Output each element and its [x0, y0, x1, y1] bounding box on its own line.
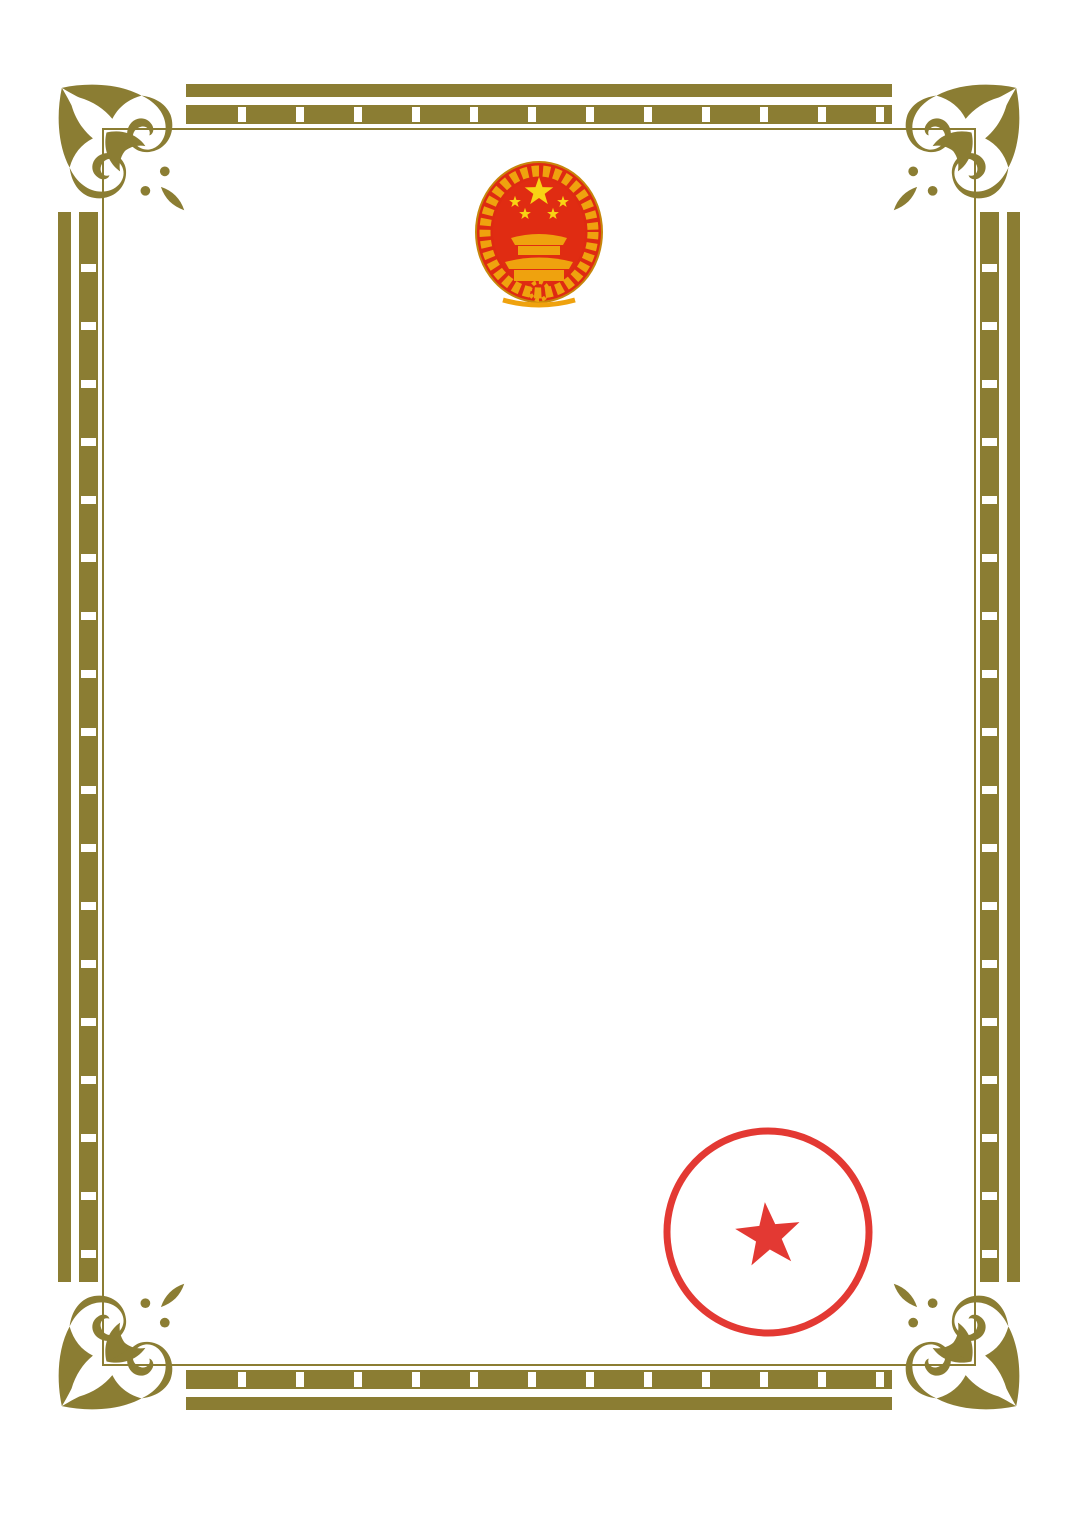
national-emblem-icon — [473, 158, 605, 308]
frame-bar-bottom — [186, 1397, 892, 1410]
field-qualification-grade — [155, 881, 935, 948]
frame-bricks-left — [79, 212, 98, 1282]
issuer-row — [565, 1198, 571, 1226]
field-legal-representative — [155, 681, 935, 748]
corner-ornament-icon — [886, 1276, 1022, 1412]
field-company-name — [155, 548, 935, 615]
certificate-number — [563, 444, 571, 476]
frame-bricks-right — [980, 212, 999, 1282]
qr-code — [150, 958, 365, 1178]
field-valid-until — [155, 814, 935, 881]
frame-bar-right — [1007, 212, 1020, 1282]
frame-bar-top — [186, 84, 892, 97]
field-credit-code — [155, 615, 935, 682]
frame-bar-left — [58, 212, 71, 1282]
issue-date-row — [565, 1254, 571, 1285]
corner-ornament-icon — [886, 82, 1022, 218]
official-seal — [636, 1100, 900, 1364]
corner-ornament-icon — [56, 1276, 192, 1412]
corner-ornament-icon — [56, 82, 192, 218]
frame-bricks-bottom — [186, 1370, 892, 1389]
field-registered-address — [155, 748, 935, 815]
qr-code-canvas — [156, 964, 359, 1167]
frame-bricks-top — [186, 105, 892, 124]
certificate-fields — [155, 548, 935, 947]
